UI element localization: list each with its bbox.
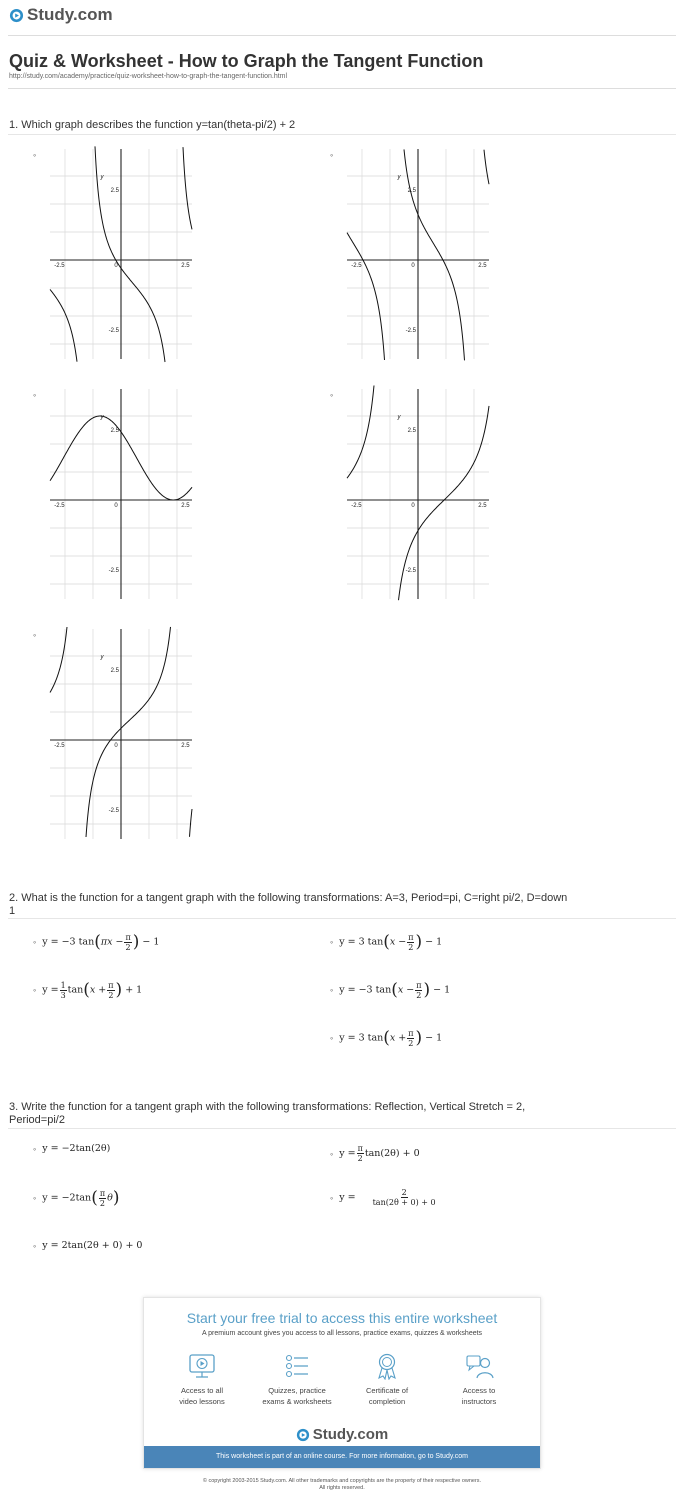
x-tick-label-neg: -2.5 <box>351 263 362 269</box>
x-tick-label-neg: -2.5 <box>54 503 65 509</box>
q3-option-d-radio[interactable]: ◦ <box>330 1192 334 1203</box>
page-title: Quiz & Worksheet - How to Graph the Tangent Function <box>9 51 484 71</box>
copyright-footer <box>0 1478 684 1492</box>
x-tick-label-pos: 2.5 <box>478 263 487 269</box>
question-2-text: 2. What is the function for a tangent graph with the following transformations: A=3, Period=pi, C=right pi/2, D=down 1 <box>9 892 568 917</box>
y-axis-label: y <box>397 174 401 181</box>
promo-title[interactable]: Start your free trial to access this entire worksheet <box>186 1310 498 1326</box>
q2-option-d-radio[interactable]: ◦ <box>330 985 334 995</box>
graph-e <box>48 625 194 843</box>
q3-option-b[interactable] <box>330 1144 420 1163</box>
tick-label-neg: -2.5 <box>405 328 416 334</box>
q2-option-b-formula: y = 3 tan(x − $\frac{\pi}{2}$ ) − 1 <box>339 932 443 952</box>
q3-option-d[interactable] <box>330 1188 437 1207</box>
logo-text: Study.com <box>27 5 113 24</box>
x-tick-label-zero: 0 <box>411 263 415 269</box>
q3-option-a-radio[interactable]: ◦ <box>33 1143 37 1154</box>
x-tick-label-zero: 0 <box>114 263 118 269</box>
feature-video-lessons <box>157 1352 247 1407</box>
q1-option-b-radio[interactable]: ◦ <box>330 150 334 160</box>
tick-label-neg: -2.5 <box>108 328 119 334</box>
q3-option-e-radio[interactable]: ◦ <box>33 1240 37 1251</box>
q2-option-d[interactable] <box>330 980 450 1000</box>
x-tick-label-neg: -2.5 <box>351 503 362 509</box>
tick-label-neg: -2.5 <box>108 808 119 814</box>
tick-label-neg: -2.5 <box>405 568 416 574</box>
tick-label-pos: 2.5 <box>110 428 119 434</box>
feature-certificate-line2: completion <box>368 1397 406 1406</box>
tick-label-pos: 2.5 <box>110 668 119 674</box>
y-axis-label: y <box>100 174 104 181</box>
quiz-list-icon <box>282 1352 312 1380</box>
q2-option-b[interactable] <box>330 932 442 952</box>
q1-option-e-radio[interactable]: ◦ <box>33 630 37 640</box>
q2-option-c-formula: y = $\frac{1}{3}$ tan(x + $\frac{\pi}{2}$ ) + 1 <box>42 980 143 1000</box>
tick-label-pos: 2.5 <box>407 188 416 194</box>
graph-c <box>48 385 194 603</box>
promo-logo-text: Study.com <box>312 1426 389 1443</box>
y-axis-label: y <box>100 414 104 421</box>
q3-option-b-formula: y = $\frac{\pi}{2}$ tan(2θ) + 0 <box>339 1144 420 1163</box>
promo-info-bar[interactable]: This worksheet is part of an online course. For more information, go to Study.com <box>144 1446 540 1468</box>
feature-quizzes-line2: exams & worksheets <box>262 1397 332 1406</box>
tick-label-neg: -2.5 <box>108 568 119 574</box>
feature-instructors <box>434 1352 524 1407</box>
feature-quizzes-line1: Quizzes, practice <box>268 1386 326 1395</box>
x-tick-label-neg: -2.5 <box>54 263 65 269</box>
video-lesson-icon <box>187 1352 217 1380</box>
x-tick-label-zero: 0 <box>411 503 415 509</box>
copyright-line-2: All rights reserved. <box>319 1485 365 1491</box>
feature-quizzes <box>252 1352 342 1407</box>
page-url[interactable]: http://study.com/academy/practice/quiz-worksheet-how-to-graph-the-tangent-function.html <box>9 73 288 80</box>
copyright-line-1: © copyright 2003-2015 Study.com. All other trademarks and copyrights are the property of their respective owners. <box>202 1478 482 1484</box>
q3-option-e-formula: y = 2tan(2θ + 0) + 0 <box>42 1240 143 1251</box>
q2-option-e-formula: y = 3 tan(x + $\frac{\pi}{2}$ ) − 1 <box>339 1028 443 1048</box>
certificate-ribbon-icon <box>372 1352 402 1380</box>
x-tick-label-zero: 0 <box>114 743 118 749</box>
x-tick-label-zero: 0 <box>114 503 118 509</box>
feature-instructors-line2: instructors <box>461 1397 497 1406</box>
graph-b <box>345 145 491 363</box>
promo-subtitle: A premium account gives you access to all lessons, practice exams, quizzes & worksheets <box>201 1330 483 1337</box>
x-tick-label-pos: 2.5 <box>181 263 190 269</box>
q3-option-a[interactable] <box>33 1143 110 1154</box>
title-divider <box>8 88 676 89</box>
study-logo[interactable] <box>9 5 113 25</box>
question-1-text: 1. Which graph describes the function y=tan(theta-pi/2) + 2 <box>9 119 296 131</box>
q2-option-b-radio[interactable]: ◦ <box>330 937 334 947</box>
q1-option-c-radio[interactable]: ◦ <box>33 390 37 400</box>
study-logo-icon <box>9 8 24 23</box>
q1-option-a-radio[interactable]: ◦ <box>33 150 37 160</box>
x-tick-label-pos: 2.5 <box>478 503 487 509</box>
q2-option-a-formula: y = −3 tan(πx − $\frac{\pi}{2}$ ) − 1 <box>42 932 160 952</box>
q3-option-d-formula: y = $\frac{2}{\tan(2\theta + 0) + 0}$ <box>339 1188 436 1207</box>
header-divider <box>8 35 676 36</box>
question-3-divider <box>8 1128 676 1129</box>
trial-promo-box <box>143 1297 541 1469</box>
feature-instructors-line1: Access to <box>462 1386 496 1395</box>
feature-certificate-line1: Certificate of <box>365 1386 409 1395</box>
q2-option-a[interactable] <box>33 932 159 952</box>
q3-option-e[interactable] <box>33 1240 142 1251</box>
q2-option-c-radio[interactable]: ◦ <box>33 985 37 995</box>
q2-option-e-radio[interactable]: ◦ <box>330 1033 334 1043</box>
x-tick-label-neg: -2.5 <box>54 743 65 749</box>
tick-label-pos: 2.5 <box>407 428 416 434</box>
x-tick-label-pos: 2.5 <box>181 743 190 749</box>
y-axis-label: y <box>100 654 104 661</box>
x-tick-label-pos: 2.5 <box>181 503 190 509</box>
q3-option-b-radio[interactable]: ◦ <box>330 1148 334 1159</box>
feature-video-line2: video lessons <box>179 1397 225 1406</box>
q3-option-c-radio[interactable]: ◦ <box>33 1193 37 1203</box>
y-axis-label: y <box>397 414 401 421</box>
feature-video-line1: Access to all <box>180 1386 224 1395</box>
tick-label-pos: 2.5 <box>110 188 119 194</box>
q3-option-c-formula: y = −2tan( $\frac{\pi}{2}$ θ) <box>42 1188 120 1208</box>
question-3-text: 3. Write the function for a tangent graph with the following transformations: Reflection, Vertical Stretch = 2, Period=pi/2 <box>9 1101 526 1126</box>
q2-option-c[interactable] <box>33 980 142 1000</box>
q3-option-c[interactable] <box>33 1188 119 1208</box>
q2-option-d-formula: y = −3 tan(x − $\frac{\pi}{2}$ ) − 1 <box>339 980 451 1000</box>
graph-a <box>48 145 194 363</box>
q1-option-d-radio[interactable]: ◦ <box>330 390 334 400</box>
graph-d <box>345 385 491 603</box>
promo-study-logo[interactable] <box>144 1426 540 1443</box>
question-1-divider <box>8 134 676 135</box>
promo-logo-icon <box>296 1428 310 1442</box>
q2-option-a-radio[interactable]: ◦ <box>33 937 37 947</box>
q3-option-a-formula: y = −2tan(2θ) <box>42 1143 111 1154</box>
feature-certificate <box>342 1352 432 1407</box>
q2-option-e[interactable] <box>330 1028 442 1048</box>
question-2-divider <box>8 918 676 919</box>
instructor-icon <box>464 1352 494 1380</box>
